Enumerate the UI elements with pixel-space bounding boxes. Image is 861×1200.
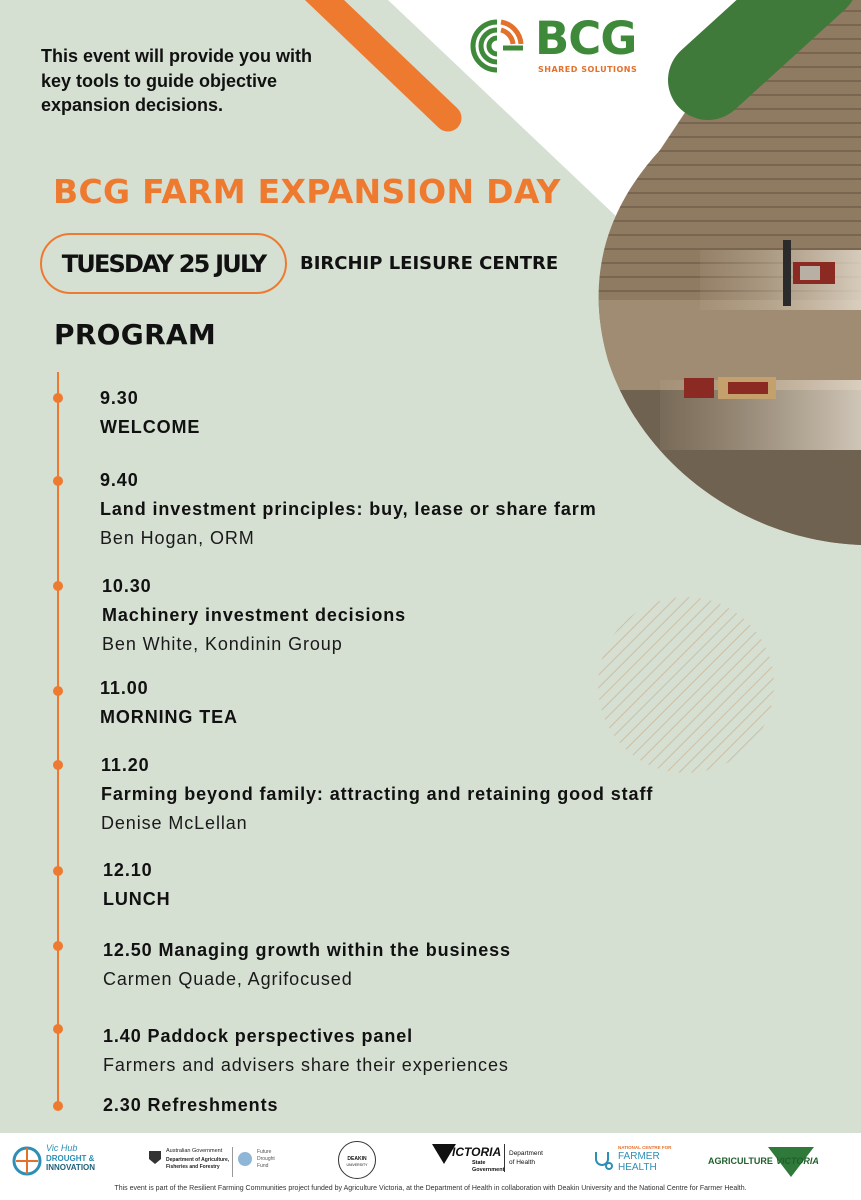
intro-text: This event will provide you with key tools to guide objective expansion decisions.	[41, 46, 313, 115]
item-speaker: Ben Hogan, ORM	[100, 528, 255, 548]
program-item-machinery	[102, 572, 406, 659]
timeline-dot	[53, 760, 63, 770]
item-title: 2.30 Refreshments	[103, 1095, 279, 1115]
future-drought-fund-logo: Future Drought Fund	[232, 1147, 284, 1177]
program-item-refreshments	[103, 1091, 278, 1120]
timeline-dot	[53, 1024, 63, 1034]
program-item-lunch	[103, 856, 171, 914]
item-title: 12.50 Managing growth within the business	[103, 940, 511, 960]
event-venue: BIRCHIP LEISURE CENTRE	[300, 253, 559, 274]
timeline-dot	[53, 393, 63, 403]
harvester-2	[684, 377, 776, 399]
item-time: 12.10	[103, 860, 153, 880]
timeline-dot	[53, 866, 63, 876]
agriculture-victoria-logo: AGRICULTURE VICTORIA	[708, 1147, 828, 1177]
victoria-state-government-logo: VICTORIA State Government Department of Health	[432, 1142, 552, 1178]
item-speaker: Ben White, Kondinin Group	[102, 634, 343, 654]
australian-government-logo: Australian Government Department of Agriculture, Fisheries and Forestry	[146, 1147, 228, 1177]
program-item-paddock-panel	[103, 1022, 509, 1080]
program-heading: PROGRAM	[54, 318, 217, 351]
timeline-dot	[53, 581, 63, 591]
stethoscope-icon	[592, 1149, 614, 1171]
item-time: 11.20	[101, 755, 150, 775]
globe-icon	[12, 1146, 42, 1176]
event-title: BCG FARM EXPANSION DAY	[53, 172, 561, 211]
item-title: 1.40 Paddock perspectives panel	[103, 1026, 414, 1046]
bcg-swirl-icon	[463, 14, 533, 76]
program-item-land-investment	[100, 466, 597, 553]
vic-hub-logo: Vic Hub DROUGHT & INNOVATION	[12, 1143, 112, 1179]
item-speaker: Carmen Quade, Agrifocused	[103, 969, 353, 989]
coat-of-arms-icon	[146, 1149, 164, 1165]
item-title: WELCOME	[100, 417, 201, 437]
item-speaker: Farmers and advisers share their experiences	[103, 1055, 509, 1075]
hatched-circle	[598, 597, 774, 773]
program-item-welcome	[100, 384, 200, 442]
national-centre-farmer-health-logo: NATIONAL CENTRE FOR FARMER HEALTH	[592, 1145, 672, 1177]
program-item-managing-growth	[103, 936, 511, 994]
funding-note: This event is part of the Resilient Farming Communities project funded by Agriculture Victoria, at the Department of Health in collaboration with Deakin University and the National Centre for Farmer Health.	[114, 1185, 747, 1192]
item-speaker: Denise McLellan	[101, 813, 248, 833]
timeline-dot	[53, 941, 63, 951]
timeline-dot	[53, 476, 63, 486]
item-time: 10.30	[102, 576, 152, 596]
program-item-farming-beyond-family	[101, 751, 653, 838]
logo-name: BCG	[535, 12, 637, 65]
timeline-dot	[53, 1101, 63, 1111]
logo-tagline: SHARED SOLUTIONS	[538, 65, 638, 74]
timeline-dot	[53, 686, 63, 696]
item-title: Land investment principles: buy, lease or share farm	[100, 499, 597, 519]
item-title: LUNCH	[103, 889, 171, 909]
program-item-morning-tea	[100, 674, 238, 732]
item-time: 9.30	[100, 388, 139, 408]
event-date: TUESDAY 25 JULY	[40, 233, 287, 294]
deakin-university-logo: DEAKIN UNIVERSITY	[338, 1141, 376, 1179]
bcg-logo	[463, 14, 648, 76]
item-title: Machinery investment decisions	[102, 605, 407, 625]
item-time: 9.40	[100, 470, 139, 490]
item-title: Farming beyond family: attracting and retaining good staff	[101, 784, 654, 804]
fund-circle-icon	[237, 1151, 253, 1167]
item-time: 11.00	[100, 678, 149, 698]
item-title: MORNING TEA	[100, 707, 238, 727]
